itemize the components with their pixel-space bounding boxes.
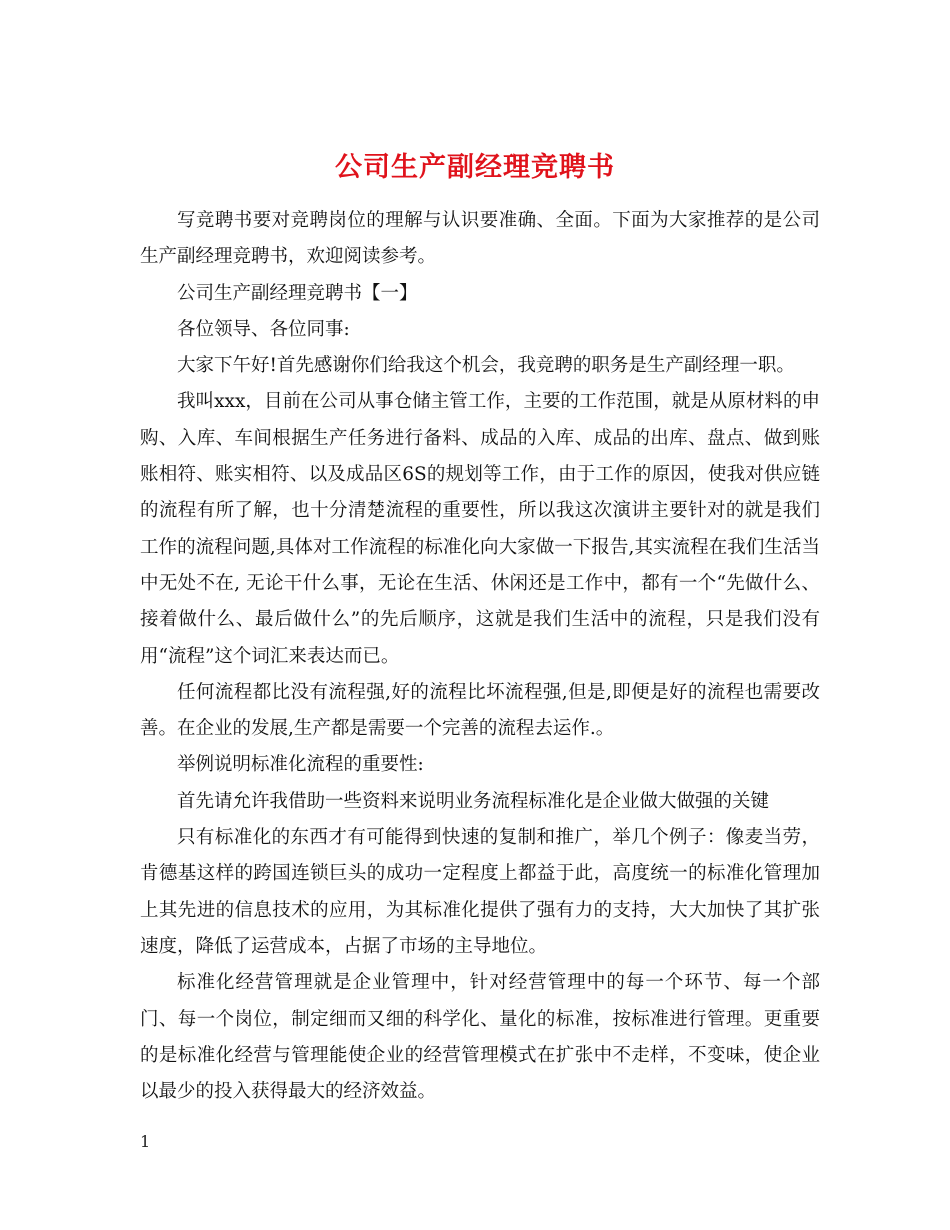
document-title: 公司生产副经理竞聘书 [335, 152, 615, 184]
paragraph-greeting: 大家下午好!首先感谢你们给我这个机会，我竞聘的职务是生产副经理一职。 [177, 355, 795, 377]
paragraph-intro: 写竞聘书要对竞聘岗位的理解与认识要准确、全面。下面为大家推荐的是公司生产副经理竞聘书，欢迎阅读参考。 [140, 210, 820, 268]
paragraph-self-introduction: 我叫xxx，目前在公司从事仓储主管工作，主要的工作范围，就是从原材料的申购、入库、车间根据生产任务进行备料、成品的入库、成品的出库、盘点、做到账账相符、账实相符、以及成品区6S的规划等工作，由于工作的原因，使我对供应链的流程有所了解，也十分清楚流程的重要性，所以我这次演讲主要针对的就是我们工作的流程问题,具体对工作流程的标准化向大家做一下报告,其实流程在我们生活当中无处不在, 无论干什么事，无论在生活、休闲还是工作中，都有一个“先做什么、接着做什么、最后做什么”的先后顺序，这就是我们生活中的流程，只是我们没有用“流程”这个词汇来表达而已。 [140, 391, 820, 667]
paragraph-section-heading: 公司生产副经理竞聘书【一】 [177, 282, 418, 304]
paragraph-example-heading: 举例说明标准化流程的重要性: [177, 754, 424, 776]
paragraph-process-improvement: 任何流程都比没有流程强,好的流程比坏流程强,但是,即便是好的流程也需要改善。在企业的发展,生产都是需要一个完善的流程去运作.。 [140, 681, 820, 740]
paragraph-salutation: 各位领导、各位同事: [177, 318, 350, 340]
document-body [140, 203, 820, 1110]
paragraph-standard-management: 标准化经营管理就是企业管理中，针对经营管理中的每一个环节、每一个部门、每一个岗位，制定细而又细的科学化、量化的标准，按标准进行管理。更重要的是标准化经营与管理能使企业的经营管理模式在扩张中不走样，不变味，使企业以最少的投入获得最大的经济效益。 [140, 972, 820, 1103]
paragraph-chain-examples: 只有标准化的东西才有可能得到快速的复制和推广，举几个例子：像麦当劳，肯德基这样的跨国连锁巨头的成功一定程度上都益于此，高度统一的标准化管理加上其先进的信息技术的应用，为其标准化提供了强有力的支持，大大加快了其扩张速度，降低了运营成本，占据了市场的主导地位。 [140, 827, 820, 957]
paragraph-standardization-key: 首先请允许我借助一些资料来说明业务流程标准化是企业做大做强的关键 [177, 790, 770, 812]
page-number: 1 [140, 1132, 151, 1151]
